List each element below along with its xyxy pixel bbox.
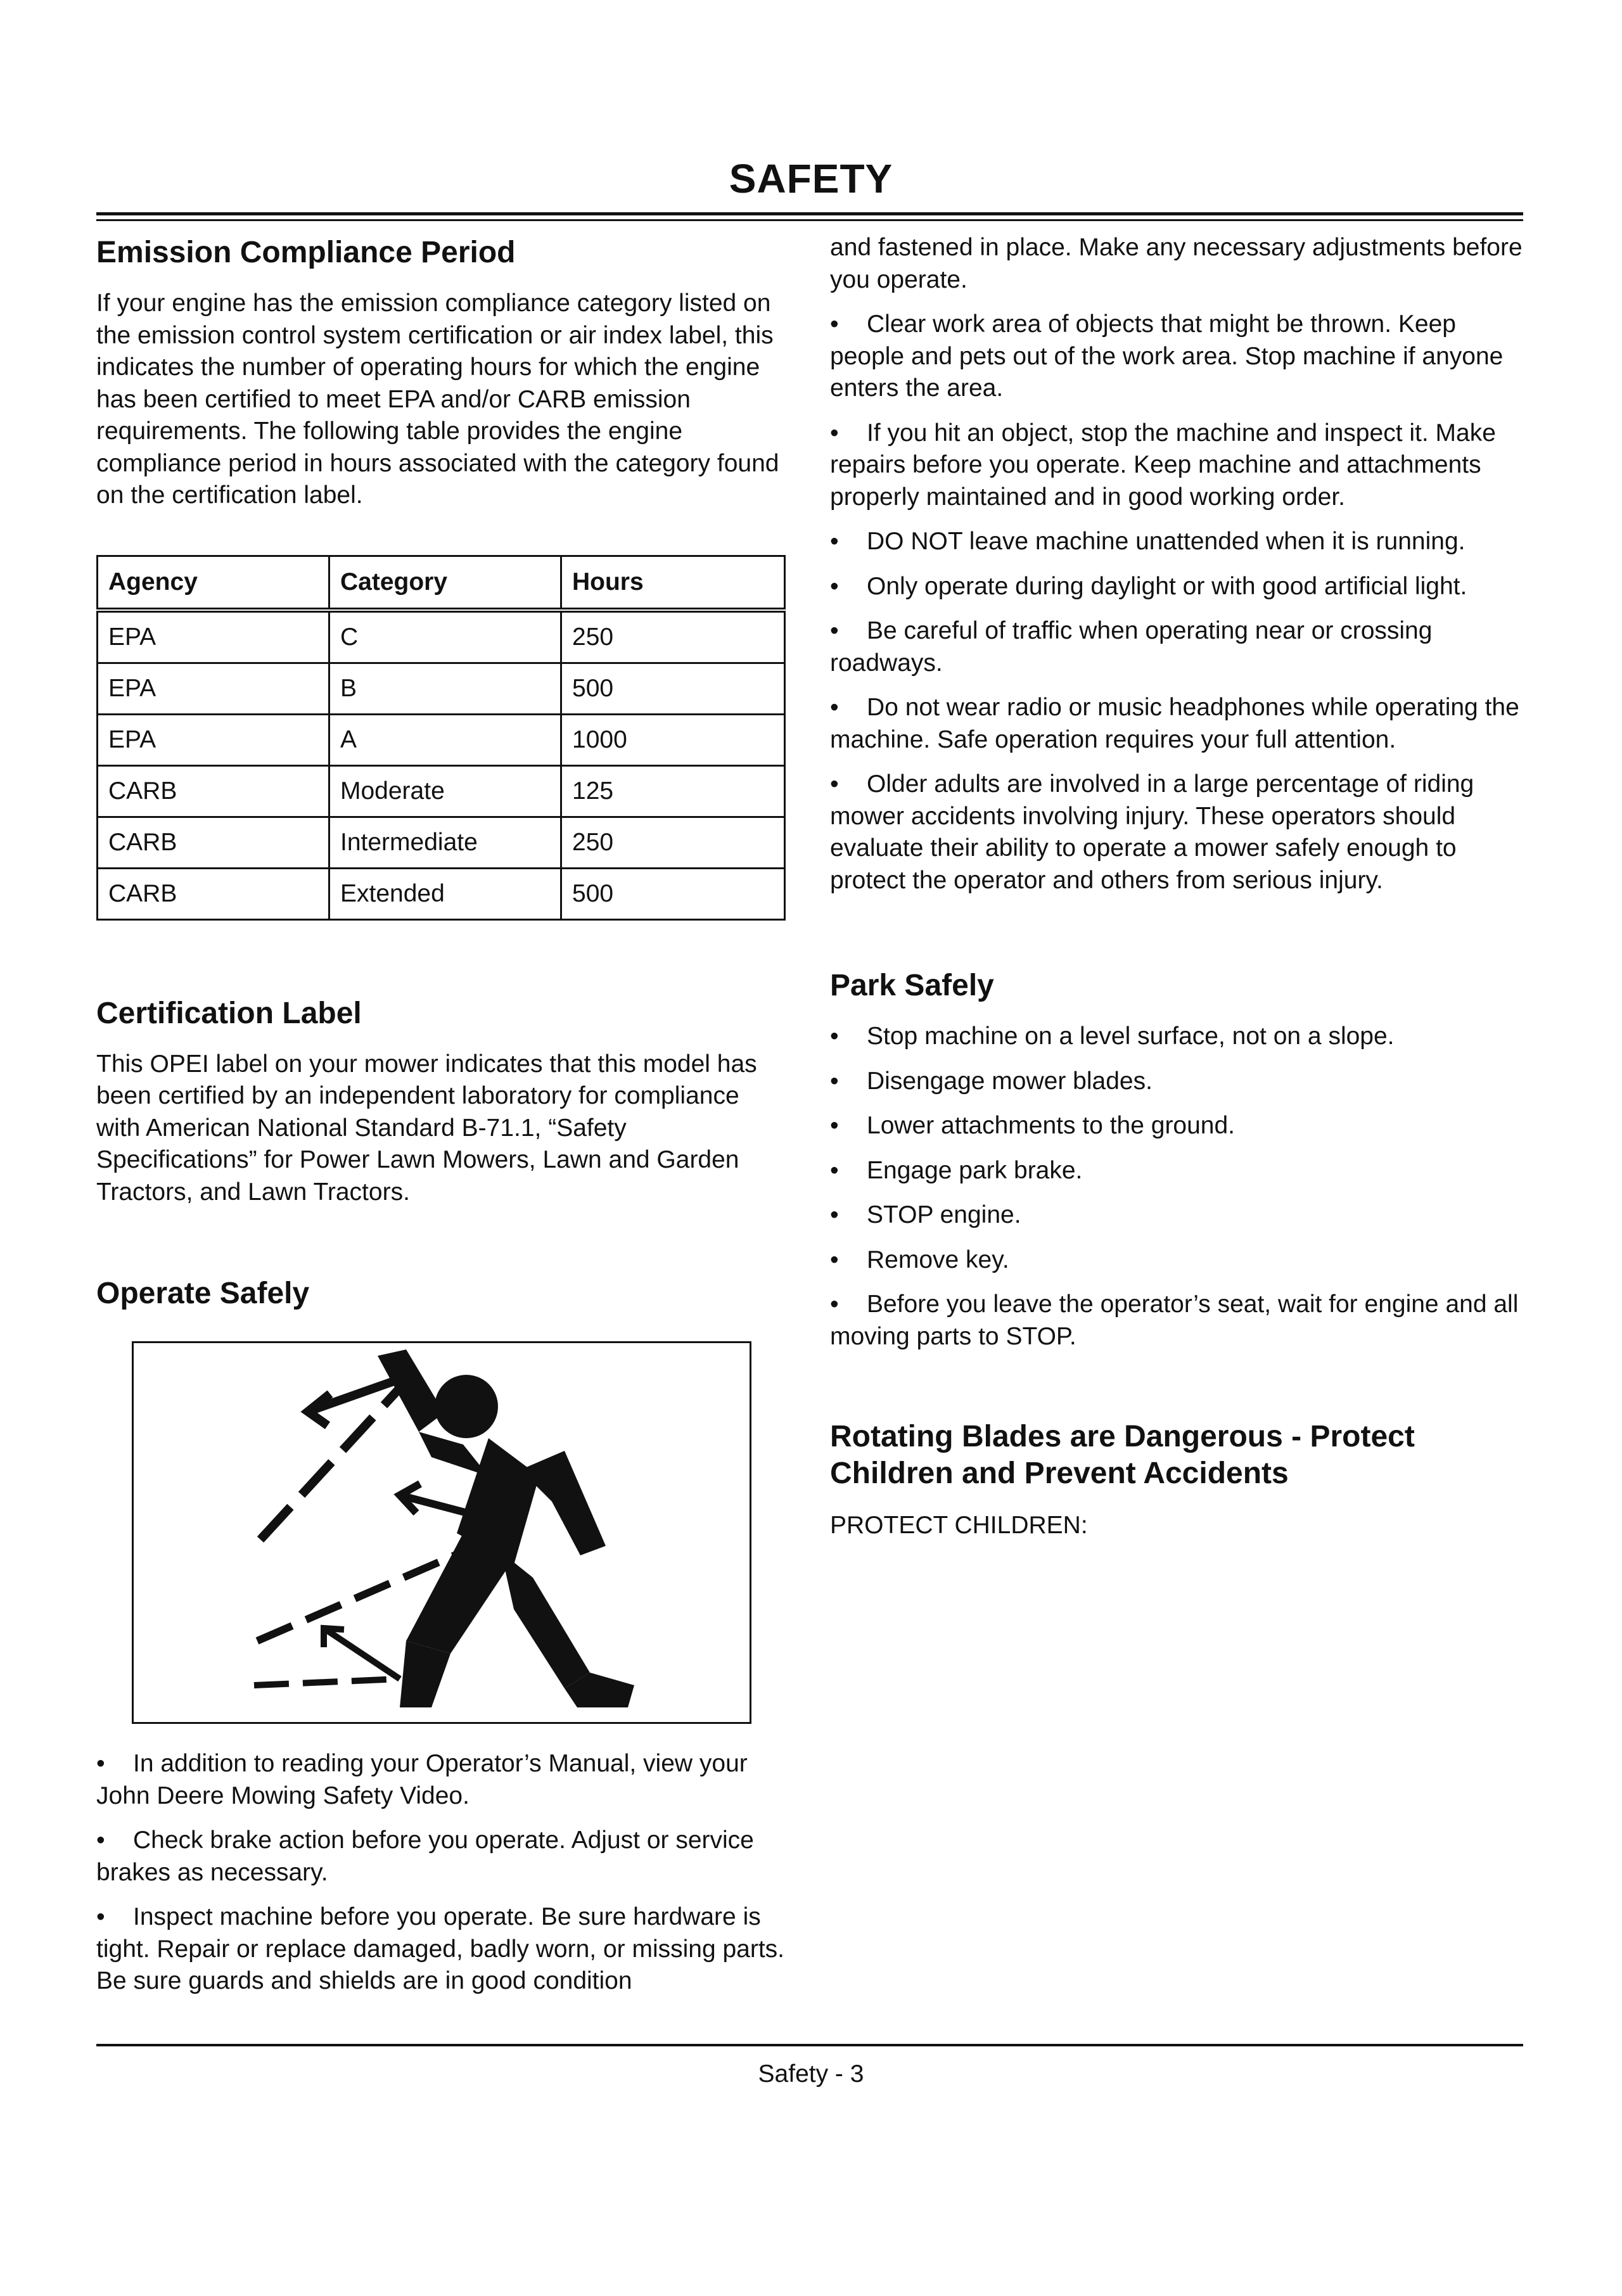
table-row (98, 765, 785, 817)
list-item: • Disengage mower blades. (830, 1067, 1153, 1095)
footer-rule (96, 2044, 1523, 2046)
blades-body: PROTECT CHILDREN: (830, 1512, 1088, 1539)
list-item: • Lower attachments to the ground. (830, 1112, 1236, 1139)
list-item: • Before you leave the operator’s seat, wait for engine and all moving parts to STOP. (830, 1291, 1519, 1350)
table-cell: Intermediate (329, 817, 561, 868)
table-row (98, 714, 785, 765)
table-row (98, 663, 785, 714)
table-cell: CARB (98, 868, 329, 919)
operate-safely-figure (132, 1341, 751, 1724)
list-item: • If you hit an object, stop the machine and inspect it. Make repairs before you operate. Keep machine and attachments properly maintained and in good working order. (830, 419, 1496, 511)
table-cell: B (329, 663, 561, 714)
list-item: • Be careful of traffic when operating near or crossing roadways. (830, 617, 1433, 677)
table-cell: EPA (98, 610, 329, 663)
table-row (98, 817, 785, 868)
table-cell: 1000 (561, 714, 785, 765)
certification-body: This OPEI label on your mower indicates that this model has been certified by an independent laboratory for compliance with American National Standard B-71.1, “Safety Specifications” for Power Lawn Mowers, Lawn and Garden Tractors, and Lawn Tractors. (96, 1050, 757, 1206)
header-rule (96, 212, 1523, 215)
table-header-cell: Agency (98, 556, 329, 610)
table-row (98, 868, 785, 919)
right-column (830, 228, 1523, 1542)
list-item: • Check brake action before you operate. Adjust or service brakes as necessary. (96, 1827, 754, 1886)
list-item: • Engage park brake. (830, 1156, 1083, 1184)
table-cell: 250 (561, 610, 785, 663)
thrown-object-hazard-icon (134, 1343, 750, 1722)
page-title: SAFETY (729, 156, 893, 201)
list-item: • Remove key. (830, 1246, 1009, 1273)
table-cell: CARB (98, 817, 329, 868)
table-header-cell: Hours (561, 556, 785, 610)
list-item: • In addition to reading your Operator’s Manual, view your John Deere Mowing Safety Video. (96, 1750, 748, 1809)
table-cell: Extended (329, 868, 561, 919)
left-column (96, 228, 787, 2010)
table-cell: EPA (98, 714, 329, 765)
list-item: • Clear work area of objects that might be thrown. Keep people and pets out of the work area. Stop machine if anyone enters the area. (830, 310, 1504, 402)
table-cell: A (329, 714, 561, 765)
page-number: Safety - 3 (758, 2060, 864, 2088)
table-header-cell: Category (329, 556, 561, 610)
list-item: • Older adults are involved in a large percentage of riding mower accidents involving injury. These operators should evaluate their ability to operate a mower safely enough to protect the operator and others from serious injury. (830, 770, 1474, 894)
list-item: • Only operate during daylight or with good artificial light. (830, 572, 1467, 600)
table-cell: 125 (561, 765, 785, 817)
emission-body: If your engine has the emission compliance category listed on the emission control system certification or air index label, this indicates the number of operating hours for which the engine has been certified to meet EPA and/or CARB emission requirements. The following table provides the engine compliance period in hours associated with the category found on the certification label. (96, 290, 779, 509)
list-item: • Inspect machine before you operate. Be sure hardware is tight. Repair or replace damaged, badly worn, or missing parts. Be sure guards and shields are in good condition (96, 1903, 785, 1994)
list-item: • STOP engine. (830, 1201, 1021, 1228)
header-rule-thin (96, 219, 1523, 221)
table-row (98, 610, 785, 663)
operate-heading: Operate Safely (96, 1277, 310, 1310)
table-cell: Moderate (329, 765, 561, 817)
table-cell: 250 (561, 817, 785, 868)
table-cell: 500 (561, 868, 785, 919)
park-heading: Park Safely (830, 969, 994, 1002)
emission-table (96, 555, 786, 921)
table-header-row (98, 556, 785, 610)
blades-heading: Rotating Blades are Dangerous - Protect Children and Prevent Accidents (830, 1420, 1415, 1490)
certification-heading: Certification Label (96, 996, 362, 1030)
list-item: • DO NOT leave machine unattended when it is running. (830, 528, 1466, 555)
operate-continuation: and fastened in place. Make any necessary adjustments before you operate. (830, 234, 1523, 293)
list-item: • Stop machine on a level surface, not on a slope. (830, 1023, 1395, 1050)
emission-heading: Emission Compliance Period (96, 236, 516, 269)
table-cell: 500 (561, 663, 785, 714)
table-cell: EPA (98, 663, 329, 714)
table-cell: CARB (98, 765, 329, 817)
table-cell: C (329, 610, 561, 663)
list-item: • Do not wear radio or music headphones while operating the machine. Safe operation requires your full attention. (830, 694, 1519, 753)
